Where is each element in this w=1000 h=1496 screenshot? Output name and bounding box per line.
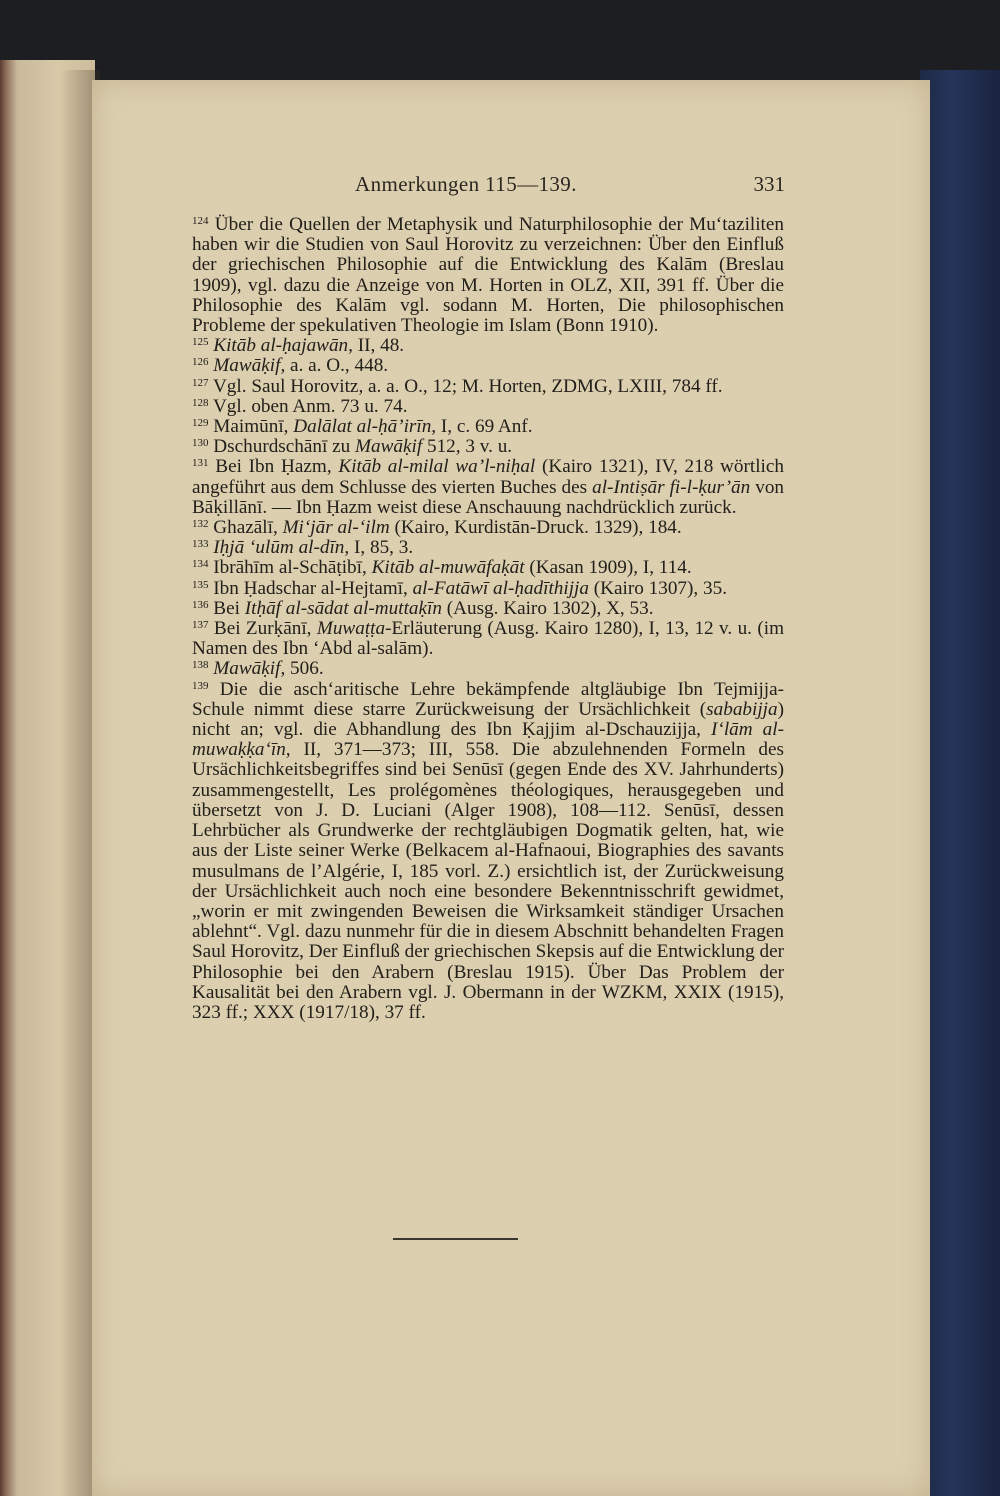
note-138: $^{138}$ Mawāḳif, 506. [192,658,324,680]
note-126: $^{126}$ Mawāḳif, a. a. O., 448. [192,355,389,377]
note-127: $^{127}$ Vgl. Saul Horovitz, a. a. O., 12; M. Horten, ZDMG, LXIII, 784 ff. [192,375,723,397]
note-131: $^{131}$ Bei Ibn Ḥazm, Kitāb al-milal wa’l-niḥal (Kairo 1321), IV, 218 wörtlich angeführt aus dem Schlusse des vierten Buches des al-Intiṣār fi-l-ḳur’ān von Bāḳillānī. — Ibn Ḥazm weist diese Anschauung nachdrücklich zurück. [192,456,785,518]
note-124: $^{124}$ Über die Quellen der Metaphysik und Naturphilosophie der Mu‘taziliten haben wir die Studien von Saul Horovitz zu verzeichnen: Über den Einfluß der griechischen Philosophie auf die Entwicklung des Kalām (Breslau 1909), vgl. dazu die Anzeige von M. Horten in OLZ, XII, 391 ff. Über die Philosophie des Kalām vgl. sodann M. Horten, Die philosophischen Probleme der spekulativen Theologie im Islam (Bonn 1910). [192,214,784,337]
page-number: 331 [753,172,785,196]
note-139: $^{139}$ Die die asch‘aritische Lehre bekämpfende altgläubige Ibn Tejmijja-Schule nimmt diese starre Zurückweisung der Ursächlichkeit (sababijja) nicht an; vgl. die Abhandlung des Ibn Ḳajjim al-Dschauzijja, I‘lām al-muwaḳḳa‘īn, II, 371—373; III, 558. Die abzulehnenden Formeln des Ursächlichkeitsbegriffes sind bei Senūsī (gegen Ende des XV. Jahrhunderts) zusammengestellt, Les prolégomènes théologiques, herausgegeben und übersetzt von J. D. Luciani (Alger 1908), 108—112. Senūsī, dessen Lehrbücher als Grundwerke der rechtgläubigen Dogmatik gelten, hat, wie aus der Liste seiner Werke (Belkacem al-Hafnaoui, Biographies des savants musulmans de l’Algérie, I, 185 vorl. Z.) ersichtlich ist, der Zurückweisung der Ursächlichkeit auch noch eine besondere Bekenntnisschrift gewidmet, „worin er mit zwingenden Beweisen die Wirksamkeit ständiger Ursachen ablehnt“. Vgl. dazu nunmehr für die in diesem Abschnitt behandelten Fragen Saul Horovitz, Der Einfluß der griechischen Skepsis auf die Entwicklung der Philosophie bei den Arabern (Breslau 1915). Über Das Problem der Kausalität bei den Arabern vgl. J. Obermann in der WZKM, XXIX (1915), 323 ff.; XXX (1917/18), 37 ff. [192,678,785,1023]
note-132: $^{132}$ Ghazālī, Mi‘jār al-‘ilm (Kairo, Kurdistān-Druck. 1329), 184. [192,517,682,539]
note-136: $^{136}$ Bei Itḥāf al-sādat al-muttaḳīn (Ausg. Kairo 1302), X, 53. [192,597,654,619]
note-130: $^{130}$ Dschurdschānī zu Mawāḳif 512, 3 v. u. [192,436,513,458]
book-cover-right [920,70,1000,1496]
note-128: $^{128}$ Vgl. oben Anm. 73 u. 74. [192,395,408,417]
endnotes-block [148,215,784,1023]
note-133: $^{133}$ Iḥjā ‘ulūm al-dīn, I, 85, 3. [192,537,414,559]
running-title: Anmerkungen 115—139. [355,172,577,196]
note-125: $^{125}$ Kitāb al-ḥajawān, II, 48. [192,335,405,357]
end-rule [393,1238,518,1240]
note-134: $^{134}$ Ibrāhīm al-Schāṭibī, Kitāb al-muwāfaḳāt (Kasan 1909), I, 114. [192,557,692,579]
running-header [150,172,785,204]
note-137: $^{137}$ Bei Zurḳānī, Muwaṭṭa-Erläuterung (Ausg. Kairo 1280), I, 13, 12 v. u. (im Namen des Ibn ‘Abd al-salām). [192,618,784,660]
note-135: $^{135}$ Ibn Ḥadschar al-Hejtamī, al-Fatāwī al-ḥadīthijja (Kairo 1307), 35. [192,577,727,599]
note-129: $^{129}$ Maimūnī, Dalālat al-ḥā’irīn, I, c. 69 Anf. [192,416,533,438]
